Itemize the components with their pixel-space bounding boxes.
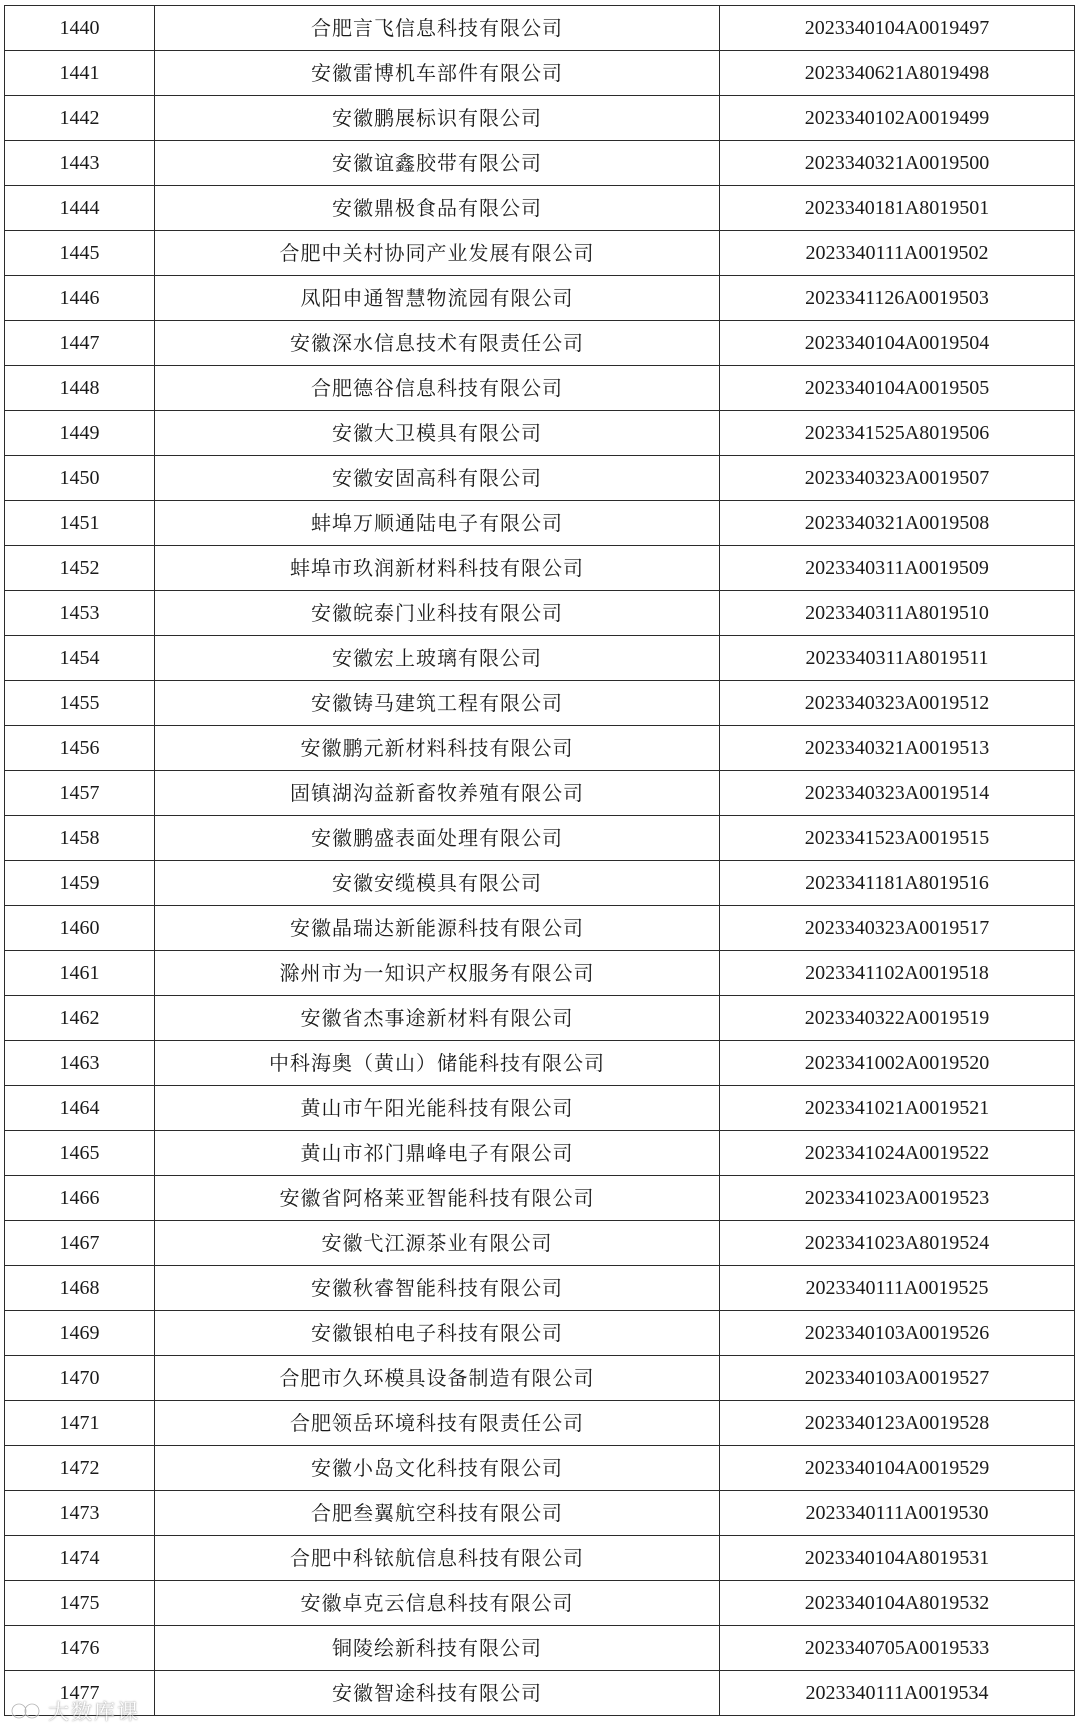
- row-number-cell: 1465: [5, 1131, 155, 1176]
- registration-code-cell: 2023341181A8019516: [720, 861, 1075, 906]
- registration-code-cell: 2023340311A0019509: [720, 546, 1075, 591]
- company-name-cell: 安徽银柏电子科技有限公司: [155, 1311, 720, 1356]
- row-number-cell: 1470: [5, 1356, 155, 1401]
- table-row: [5, 591, 1075, 636]
- registration-code-cell: 2023340705A0019533: [720, 1626, 1075, 1671]
- registration-code-cell: 2023340323A0019507: [720, 456, 1075, 501]
- company-name-cell: 安徽智途科技有限公司: [155, 1671, 720, 1716]
- table-row: [5, 501, 1075, 546]
- company-name-cell: 凤阳申通智慧物流园有限公司: [155, 276, 720, 321]
- registration-code-cell: 2023341021A0019521: [720, 1086, 1075, 1131]
- table-row: [5, 231, 1075, 276]
- row-number-cell: 1442: [5, 96, 155, 141]
- table-row: [5, 906, 1075, 951]
- table-row: [5, 411, 1075, 456]
- row-number-cell: 1449: [5, 411, 155, 456]
- registration-code-cell: 2023341002A0019520: [720, 1041, 1075, 1086]
- table-row: [5, 276, 1075, 321]
- company-list-table: [4, 5, 1075, 1716]
- company-name-cell: 黄山市祁门鼎峰电子有限公司: [155, 1131, 720, 1176]
- table-row: [5, 1581, 1075, 1626]
- company-name-cell: 合肥叁翼航空科技有限公司: [155, 1491, 720, 1536]
- row-number-cell: 1459: [5, 861, 155, 906]
- row-number-cell: 1462: [5, 996, 155, 1041]
- table-row: [5, 366, 1075, 411]
- company-name-cell: 安徽谊鑫胶带有限公司: [155, 141, 720, 186]
- registration-code-cell: 2023341523A0019515: [720, 816, 1075, 861]
- row-number-cell: 1452: [5, 546, 155, 591]
- registration-code-cell: 2023340104A0019497: [720, 6, 1075, 51]
- company-name-cell: 安徽省阿格莱亚智能科技有限公司: [155, 1176, 720, 1221]
- registration-code-cell: 2023340103A0019526: [720, 1311, 1075, 1356]
- row-number-cell: 1466: [5, 1176, 155, 1221]
- company-name-cell: 黄山市午阳光能科技有限公司: [155, 1086, 720, 1131]
- company-name-cell: 安徽卓克云信息科技有限公司: [155, 1581, 720, 1626]
- row-number-cell: 1461: [5, 951, 155, 996]
- table-row: [5, 456, 1075, 501]
- table-row: [5, 1356, 1075, 1401]
- registration-code-cell: 2023340321A0019508: [720, 501, 1075, 546]
- table-row: [5, 1536, 1075, 1581]
- row-number-cell: 1453: [5, 591, 155, 636]
- registration-code-cell: 2023340104A0019505: [720, 366, 1075, 411]
- row-number-cell: 1446: [5, 276, 155, 321]
- company-name-cell: 安徽秋睿智能科技有限公司: [155, 1266, 720, 1311]
- company-name-cell: 固镇湖沟益新畜牧养殖有限公司: [155, 771, 720, 816]
- company-name-cell: 合肥领岳环境科技有限责任公司: [155, 1401, 720, 1446]
- table-row: [5, 1311, 1075, 1356]
- registration-code-cell: 2023341023A0019523: [720, 1176, 1075, 1221]
- company-name-cell: 合肥言飞信息科技有限公司: [155, 6, 720, 51]
- row-number-cell: 1451: [5, 501, 155, 546]
- company-name-cell: 安徽安固高科有限公司: [155, 456, 720, 501]
- company-name-cell: 安徽雷博机车部件有限公司: [155, 51, 720, 96]
- table-row: [5, 6, 1075, 51]
- table-row: [5, 1491, 1075, 1536]
- registration-code-cell: 2023340323A0019512: [720, 681, 1075, 726]
- table-row: [5, 96, 1075, 141]
- registration-code-cell: 2023341024A0019522: [720, 1131, 1075, 1176]
- row-number-cell: 1468: [5, 1266, 155, 1311]
- registration-code-cell: 2023341102A0019518: [720, 951, 1075, 996]
- row-number-cell: 1445: [5, 231, 155, 276]
- table-row: [5, 1221, 1075, 1266]
- document-sheet: [4, 5, 1074, 1716]
- table-row: [5, 816, 1075, 861]
- company-name-cell: 安徽小岛文化科技有限公司: [155, 1446, 720, 1491]
- table-row: [5, 726, 1075, 771]
- table-row: [5, 321, 1075, 366]
- table-row: [5, 951, 1075, 996]
- row-number-cell: 1448: [5, 366, 155, 411]
- row-number-cell: 1457: [5, 771, 155, 816]
- registration-code-cell: 2023340311A8019510: [720, 591, 1075, 636]
- company-name-cell: 安徽鼎极食品有限公司: [155, 186, 720, 231]
- row-number-cell: 1460: [5, 906, 155, 951]
- row-number-cell: 1477: [5, 1671, 155, 1716]
- registration-code-cell: 2023340104A0019529: [720, 1446, 1075, 1491]
- table-body: [5, 6, 1075, 1716]
- row-number-cell: 1444: [5, 186, 155, 231]
- row-number-cell: 1454: [5, 636, 155, 681]
- company-name-cell: 合肥德谷信息科技有限公司: [155, 366, 720, 411]
- registration-code-cell: 2023340311A8019511: [720, 636, 1075, 681]
- row-number-cell: 1443: [5, 141, 155, 186]
- company-name-cell: 安徽深水信息技术有限责任公司: [155, 321, 720, 366]
- registration-code-cell: 2023341126A0019503: [720, 276, 1075, 321]
- registration-code-cell: 2023340321A0019500: [720, 141, 1075, 186]
- table-row: [5, 861, 1075, 906]
- registration-code-cell: 2023340103A0019527: [720, 1356, 1075, 1401]
- table-row: [5, 1176, 1075, 1221]
- company-name-cell: 铜陵绘新科技有限公司: [155, 1626, 720, 1671]
- table-row: [5, 1086, 1075, 1131]
- row-number-cell: 1476: [5, 1626, 155, 1671]
- row-number-cell: 1473: [5, 1491, 155, 1536]
- row-number-cell: 1450: [5, 456, 155, 501]
- table-row: [5, 546, 1075, 591]
- table-row: [5, 636, 1075, 681]
- row-number-cell: 1455: [5, 681, 155, 726]
- registration-code-cell: 2023341525A8019506: [720, 411, 1075, 456]
- table-row: [5, 771, 1075, 816]
- table-row: [5, 186, 1075, 231]
- row-number-cell: 1475: [5, 1581, 155, 1626]
- company-name-cell: 安徽宏上玻璃有限公司: [155, 636, 720, 681]
- company-name-cell: 安徽晶瑞达新能源科技有限公司: [155, 906, 720, 951]
- table-row: [5, 681, 1075, 726]
- registration-code-cell: 2023340102A0019499: [720, 96, 1075, 141]
- registration-code-cell: 2023340123A0019528: [720, 1401, 1075, 1446]
- registration-code-cell: 2023340111A0019525: [720, 1266, 1075, 1311]
- row-number-cell: 1456: [5, 726, 155, 771]
- company-name-cell: 滁州市为一知识产权服务有限公司: [155, 951, 720, 996]
- registration-code-cell: 2023340111A0019502: [720, 231, 1075, 276]
- table-row: [5, 141, 1075, 186]
- row-number-cell: 1472: [5, 1446, 155, 1491]
- table-row: [5, 1671, 1075, 1716]
- table-row: [5, 1626, 1075, 1671]
- row-number-cell: 1440: [5, 6, 155, 51]
- company-name-cell: 合肥中科铱航信息科技有限公司: [155, 1536, 720, 1581]
- registration-code-cell: 2023340104A8019532: [720, 1581, 1075, 1626]
- company-name-cell: 安徽弋江源茶业有限公司: [155, 1221, 720, 1266]
- registration-code-cell: 2023340321A0019513: [720, 726, 1075, 771]
- registration-code-cell: 2023340322A0019519: [720, 996, 1075, 1041]
- company-name-cell: 安徽皖泰门业科技有限公司: [155, 591, 720, 636]
- company-name-cell: 合肥市久环模具设备制造有限公司: [155, 1356, 720, 1401]
- row-number-cell: 1463: [5, 1041, 155, 1086]
- row-number-cell: 1441: [5, 51, 155, 96]
- registration-code-cell: 2023341023A8019524: [720, 1221, 1075, 1266]
- registration-code-cell: 2023340111A0019530: [720, 1491, 1075, 1536]
- company-name-cell: 中科海奥（黄山）储能科技有限公司: [155, 1041, 720, 1086]
- company-name-cell: 安徽铸马建筑工程有限公司: [155, 681, 720, 726]
- registration-code-cell: 2023340104A0019504: [720, 321, 1075, 366]
- company-name-cell: 安徽鹏盛表面处理有限公司: [155, 816, 720, 861]
- watermark-text: 大数库课: [48, 1700, 140, 1724]
- company-name-cell: 安徽安缆模具有限公司: [155, 861, 720, 906]
- registration-code-cell: 2023340104A8019531: [720, 1536, 1075, 1581]
- row-number-cell: 1447: [5, 321, 155, 366]
- registration-code-cell: 2023340323A0019517: [720, 906, 1075, 951]
- row-number-cell: 1464: [5, 1086, 155, 1131]
- row-number-cell: 1458: [5, 816, 155, 861]
- company-name-cell: 蚌埠万顺通陆电子有限公司: [155, 501, 720, 546]
- table-row: [5, 51, 1075, 96]
- company-name-cell: 安徽省杰事途新材料有限公司: [155, 996, 720, 1041]
- row-number-cell: 1469: [5, 1311, 155, 1356]
- table-row: [5, 1401, 1075, 1446]
- company-name-cell: 安徽大卫模具有限公司: [155, 411, 720, 456]
- registration-code-cell: 2023340323A0019514: [720, 771, 1075, 816]
- registration-code-cell: 2023340111A0019534: [720, 1671, 1075, 1716]
- table-row: [5, 1446, 1075, 1491]
- row-number-cell: 1471: [5, 1401, 155, 1446]
- registration-code-cell: 2023340181A8019501: [720, 186, 1075, 231]
- company-name-cell: 安徽鹏元新材料科技有限公司: [155, 726, 720, 771]
- company-name-cell: 安徽鹏展标识有限公司: [155, 96, 720, 141]
- row-number-cell: 1474: [5, 1536, 155, 1581]
- table-row: [5, 1266, 1075, 1311]
- row-number-cell: 1467: [5, 1221, 155, 1266]
- table-row: [5, 1041, 1075, 1086]
- registration-code-cell: 2023340621A8019498: [720, 51, 1075, 96]
- company-name-cell: 蚌埠市玖润新材料科技有限公司: [155, 546, 720, 591]
- company-name-cell: 合肥中关村协同产业发展有限公司: [155, 231, 720, 276]
- table-row: [5, 1131, 1075, 1176]
- table-row: [5, 996, 1075, 1041]
